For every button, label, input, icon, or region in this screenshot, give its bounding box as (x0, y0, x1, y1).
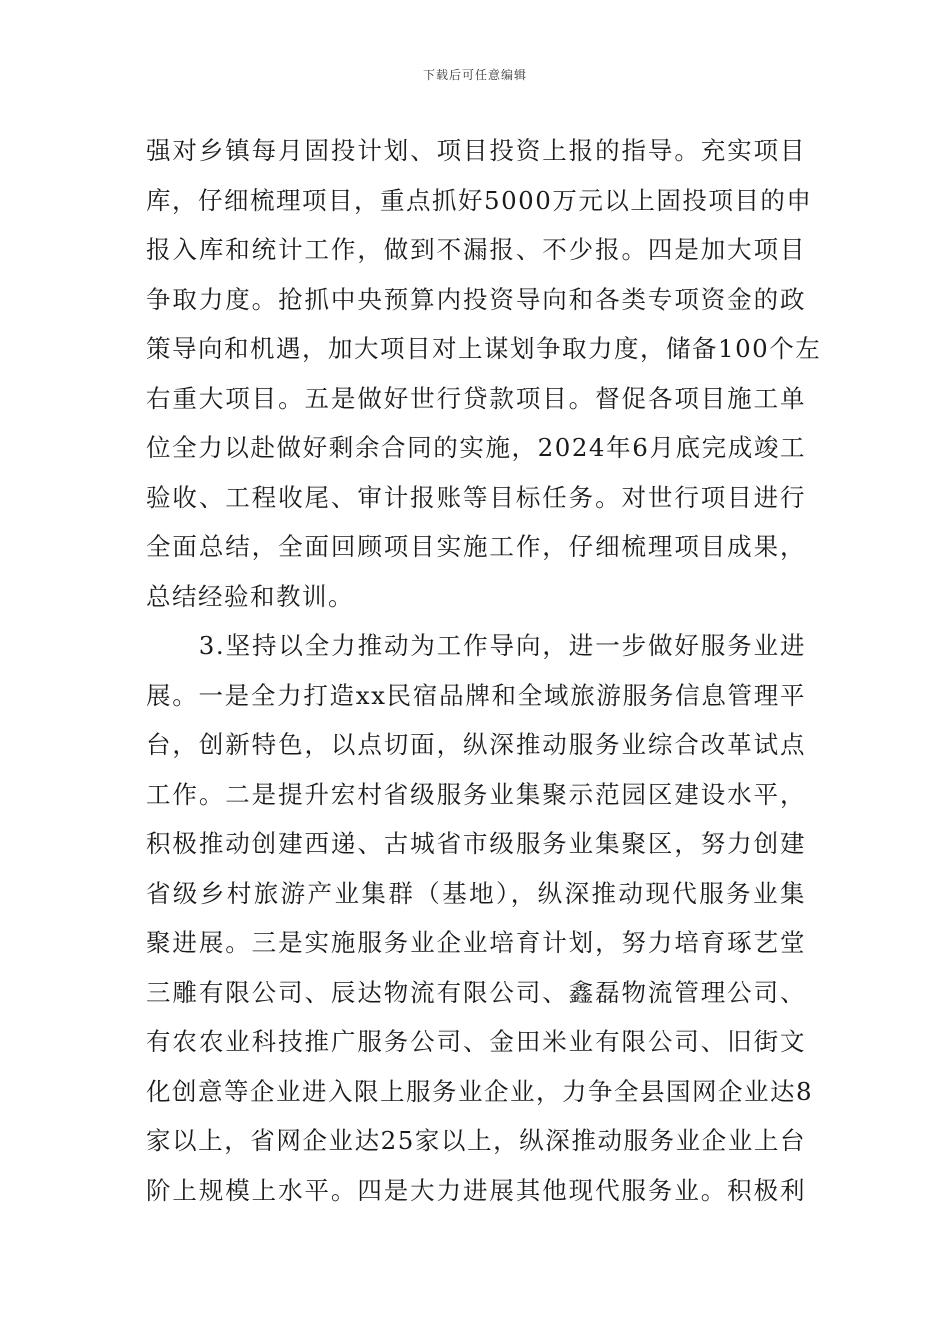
paragraph-start-line: 3.坚持以全力推动为工作导向，进一步做好服务业进 (146, 631, 806, 660)
text-line: 三雕有限公司、辰达物流有限公司、鑫磊物流管理公司、 (146, 977, 806, 1007)
paragraph-end-line: 总结经验和教训。 (146, 581, 354, 611)
text-line: 全面总结，全面回顾项目实施工作，仔细梳理项目成果， (146, 532, 806, 561)
text-line: 家以上，省网企业达25家以上，纵深推动服务业企业上台 (146, 1126, 806, 1155)
text-line: 阶上规模上水平。四是大力进展其他现代服务业。积极利 (146, 1175, 806, 1205)
text-line: 台，创新特色，以点切面，纵深推动服务业综合改革试点 (146, 730, 806, 759)
text-line: 库，仔细梳理项目，重点抓好5000万元以上固投项目的申 (146, 185, 813, 215)
text-line: 工作。二是提升宏村省级服务业集聚示范园区建设水平， (146, 779, 806, 809)
text-line: 争取力度。抢抓中央预算内投资导向和各类专项资金的政 (146, 284, 806, 314)
text-line: 强对乡镇每月固投计划、项目投资上报的指导。充实项目 (146, 136, 806, 165)
document-body (146, 126, 822, 1215)
text-line: 右重大项目。五是做好世行贷款项目。督促各项目施工单 (146, 383, 806, 413)
text-line: 报入库和统计工作，做到不漏报、不少报。四是加大项目 (146, 235, 806, 264)
text-line: 有农农业科技推广服务公司、金田米业有限公司、旧街文 (146, 1027, 806, 1056)
text-line: 省级乡村旅游产业集群（基地），纵深推动现代服务业集 (146, 878, 806, 908)
text-line: 位全力以赴做好剩余合同的实施，2024年6月底完成竣工 (146, 433, 806, 462)
page-header-note: 下载后可任意编辑 (422, 68, 527, 82)
text-line: 聚进展。三是实施服务业企业培育计划，努力培育琢艺堂 (146, 928, 806, 957)
text-line: 展。一是全力打造xx民宿品牌和全域旅游服务信息管理平 (146, 680, 806, 710)
text-line: 策导向和机遇，加大项目对上谋划争取力度，储备100个左 (146, 334, 822, 363)
text-line: 积极推动创建西递、古城省市级服务业集聚区，努力创建 (146, 829, 806, 858)
text-line: 化创意等企业进入限上服务业企业，力争全县国网企业达8 (146, 1076, 814, 1106)
text-line: 验收、工程收尾、审计报账等目标任务。对世行项目进行 (146, 482, 806, 512)
